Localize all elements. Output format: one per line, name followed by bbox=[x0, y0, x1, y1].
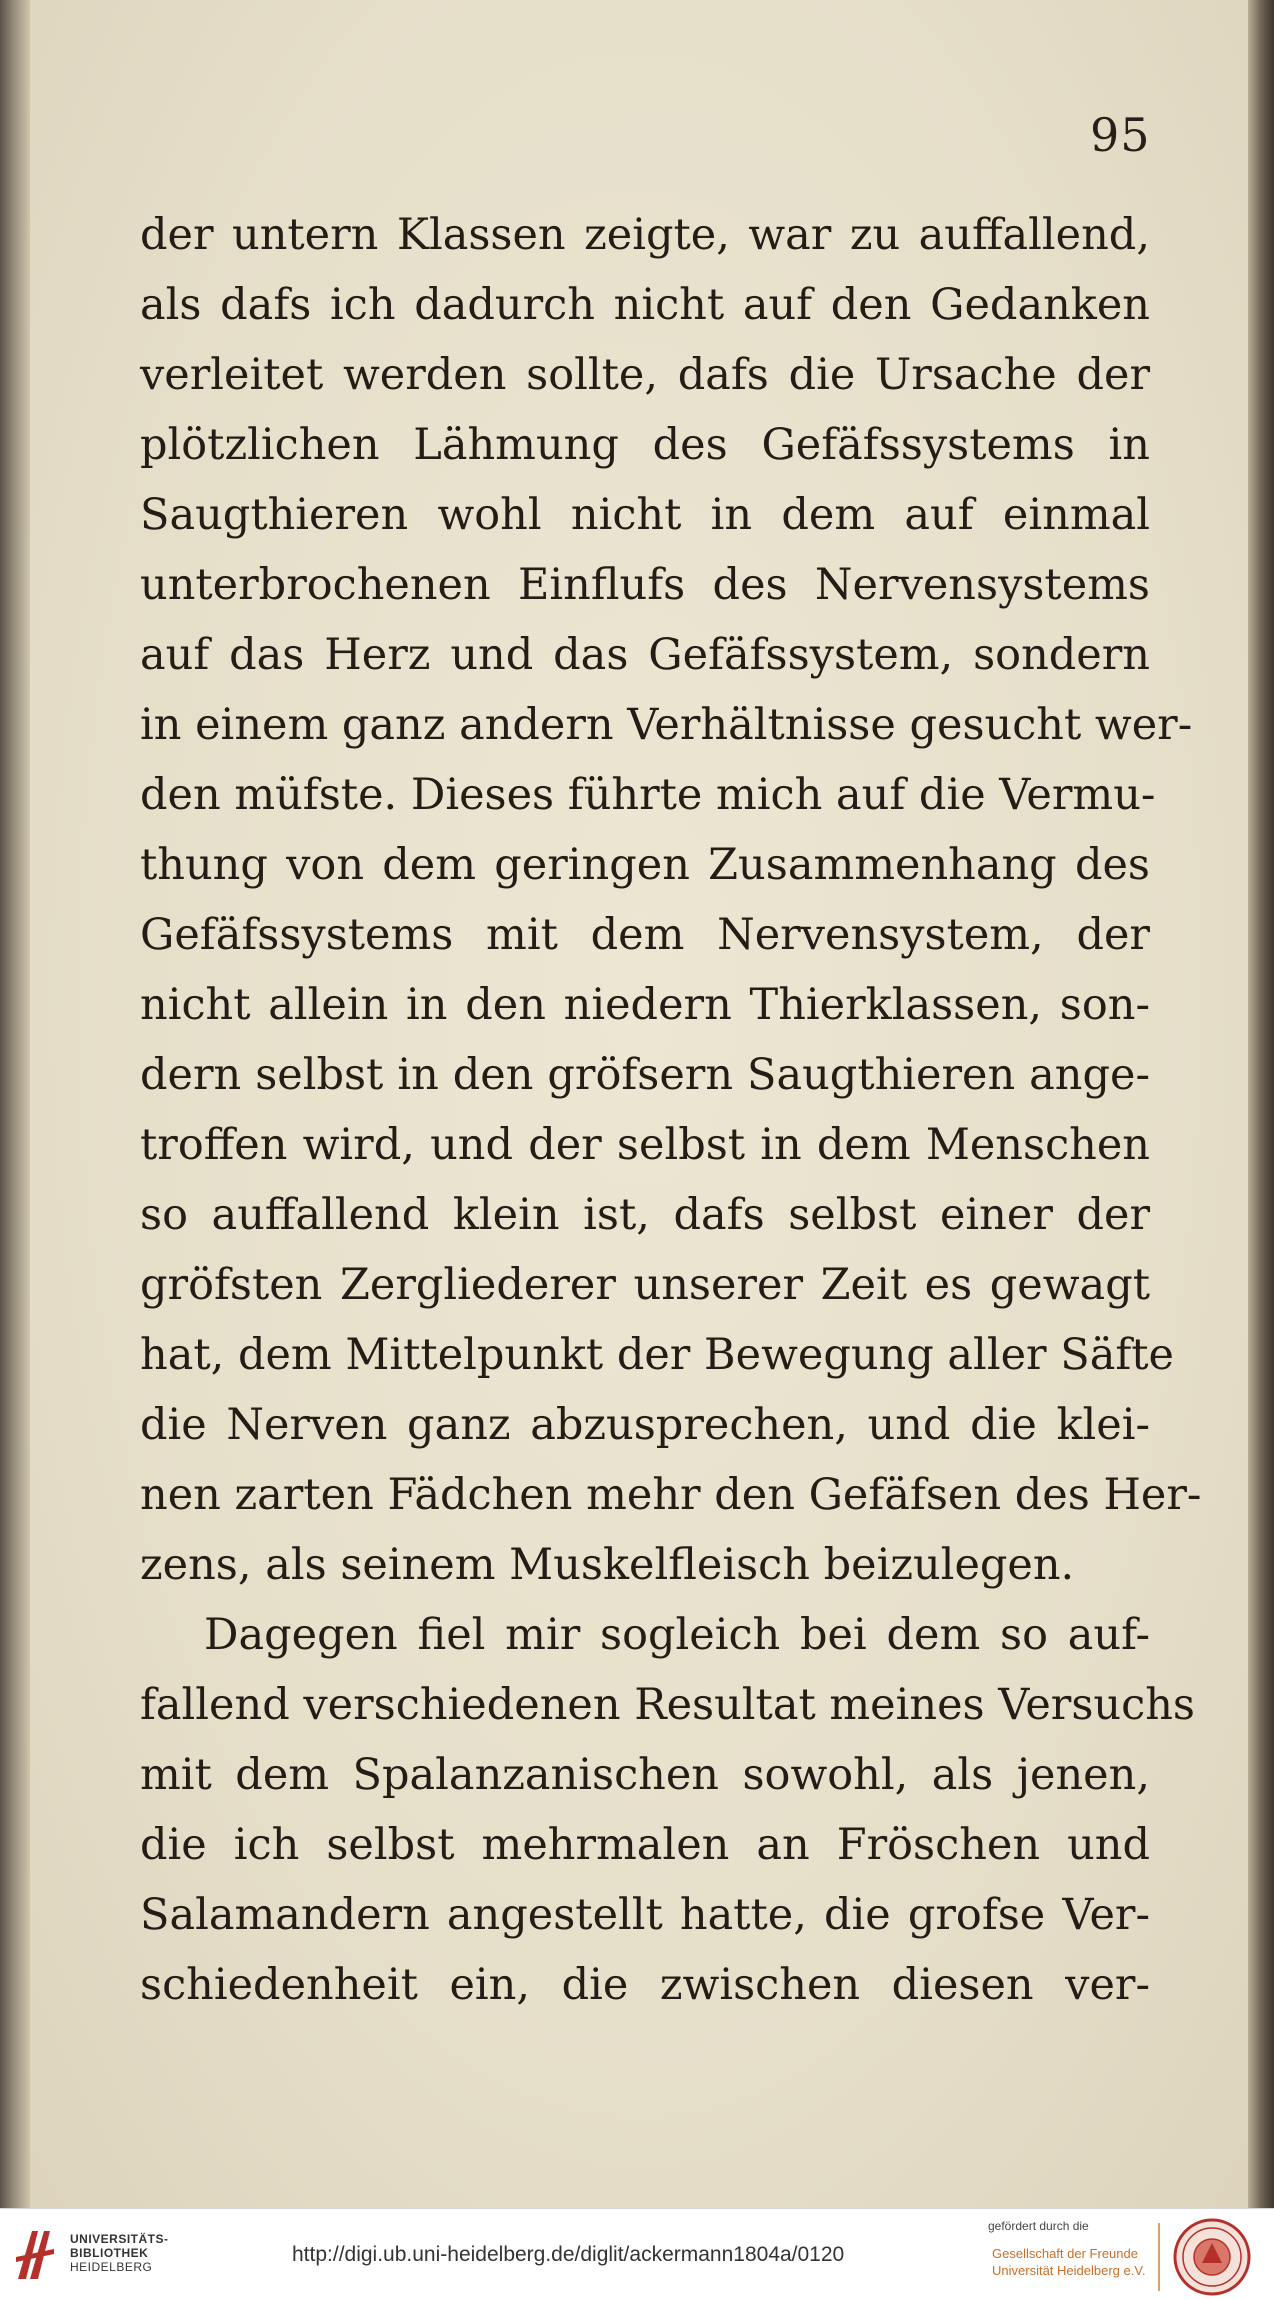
text-line: dern selbst in den gröfsern Saugthieren ange- bbox=[140, 1050, 1150, 1100]
text-line: der untern Klassen zeigte, war zu auffallend, bbox=[140, 210, 1150, 260]
library-name-line: BIBLIOTHEK bbox=[70, 2246, 149, 2260]
sponsor-divider bbox=[1158, 2223, 1160, 2291]
scan-right-edge bbox=[1248, 0, 1274, 2208]
text-line: mit dem Spalanzanischen sowohl, als jenen, bbox=[140, 1750, 1150, 1800]
text-line: fallend verschiedenen Resultat meines Versuchs bbox=[140, 1680, 1195, 1730]
sponsor-label: gefördert durch die bbox=[988, 2219, 1089, 2233]
text-line: hat, dem Mittelpunkt der Bewegung aller Säfte bbox=[140, 1330, 1174, 1380]
university-library-logo-icon bbox=[14, 2227, 56, 2283]
sponsor-name bbox=[992, 2245, 1145, 2279]
text-line: Saugthieren wohl nicht in dem auf einmal bbox=[140, 490, 1150, 540]
sponsor-name-line: Gesellschaft der Freunde bbox=[992, 2246, 1138, 2261]
text-line: thung von dem geringen Zusammenhang des bbox=[140, 840, 1150, 890]
footer-bar bbox=[0, 2208, 1274, 2300]
text-line: in einem ganz andern Verhältnisse gesucht wer- bbox=[140, 700, 1193, 750]
library-name-line: HEIDELBERG bbox=[70, 2260, 153, 2274]
text-line: die ich selbst mehrmalen an Fröschen und bbox=[140, 1820, 1150, 1870]
text-line: den müfste. Dieses führte mich auf die Vermu- bbox=[140, 770, 1156, 820]
permalink-url[interactable]: http://digi.ub.uni-heidelberg.de/diglit/ackermann1804a/0120 bbox=[292, 2243, 845, 2266]
text-line: so auffallend klein ist, dafs selbst einer der bbox=[140, 1190, 1150, 1240]
library-name bbox=[70, 2232, 169, 2274]
page-number: 95 bbox=[1090, 108, 1151, 162]
text-line: nicht allein in den niedern Thierklassen, son- bbox=[140, 980, 1150, 1030]
book-page bbox=[30, 0, 1248, 2208]
text-line: auf das Herz und das Gefäfssystem, sondern bbox=[140, 630, 1150, 680]
text-line: schiedenheit ein, die zwischen diesen ver- bbox=[140, 1960, 1150, 2010]
text-line: troffen wird, und der selbst in dem Menschen bbox=[140, 1120, 1150, 1170]
text-line: nen zarten Fädchen mehr den Gefäfsen des Her- bbox=[140, 1470, 1202, 1520]
scan-left-edge bbox=[0, 0, 30, 2208]
library-name-line: UNIVERSITÄTS- bbox=[70, 2232, 169, 2246]
university-seal-icon bbox=[1172, 2217, 1252, 2297]
text-line: als dafs ich dadurch nicht auf den Gedanken bbox=[140, 280, 1150, 330]
text-line: unterbrochenen Einflufs des Nervensystems bbox=[140, 560, 1150, 610]
sponsor-name-line: Universität Heidelberg e.V. bbox=[992, 2263, 1146, 2278]
text-line: zens, als seinem Muskelfleisch beizulegen. bbox=[140, 1540, 1075, 1590]
text-line: die Nerven ganz abzusprechen, und die klei- bbox=[140, 1400, 1150, 1450]
text-line: gröfsten Zergliederer unserer Zeit es gewagt bbox=[140, 1260, 1150, 1310]
text-line: verleitet werden sollte, dafs die Ursache der bbox=[140, 350, 1150, 400]
text-line: Gefäfssystems mit dem Nervensystem, der bbox=[140, 910, 1150, 960]
paragraph-first-line: Dagegen fiel mir sogleich bei dem so auf- bbox=[204, 1610, 1150, 1660]
text-line: Salamandern angestellt hatte, die grofse Ver- bbox=[140, 1890, 1150, 1940]
text-line: plötzlichen Lähmung des Gefäfssystems in bbox=[140, 420, 1150, 470]
